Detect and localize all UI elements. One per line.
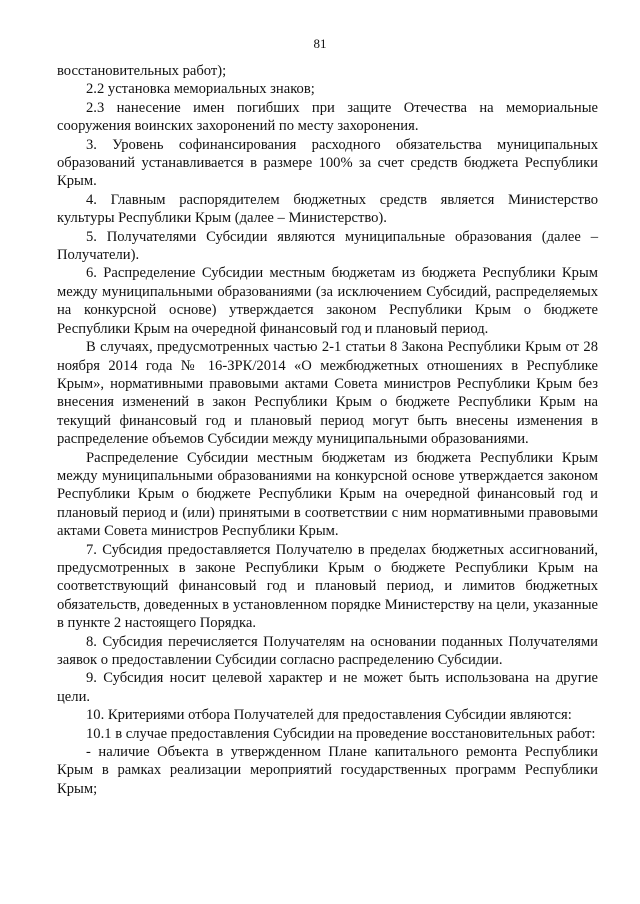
paragraph: 8. Субсидия перечисляется Получателям на основании поданных Получателями заявок о предоставлении Субсидии согласно распределению Субсидии. bbox=[57, 633, 598, 668]
paragraph: 6. Распределение Субсидии местным бюджетам из бюджета Республики Крым между муниципальными образованиями (за исключением Субсидий, распределяемых на конкурсной основе) утверждается законом Республики Крым о бюджете Республики Крым на очередной финансовый год и плановый период. bbox=[57, 265, 598, 337]
paragraph: 2.3 нанесение имен погибших при защите Отечества на мемориальные сооружения воинских захоронений по месту захоронения. bbox=[57, 99, 598, 135]
paragraph: восстановительных работ); bbox=[57, 63, 227, 79]
paragraph: 10.1 в случае предоставления Субсидии на проведение восстановительных работ: bbox=[86, 725, 596, 742]
paragraph: 9. Субсидия носит целевой характер и не может быть использована на другие цели. bbox=[57, 670, 598, 705]
paragraph: 3. Уровень софинансирования расходного обязательства муниципальных образований устанавливается в размере 100% за счет средств бюджета Республики Крым. bbox=[57, 136, 598, 190]
paragraph: 4. Главным распорядителем бюджетных средств является Министерство культуры Республики Крым (далее – Министерство). bbox=[57, 191, 598, 227]
paragraph: 2.2 установка мемориальных знаков; bbox=[86, 81, 315, 98]
paragraph: В случаях, предусмотренных частью 2-1 статьи 8 Закона Республики Крым от 28 ноября 2014 года № 16-ЗРК/2014 «О межбюджетных отношениях в Республике Крым», нормативными правовыми актами Совета министров Республики Крым без внесения изменений в закон Республики Крым о бюджете Республики Крым на текущий финансовый год и плановый период могут быть внесены изменения в распределение объемов Субсидии между муниципальными образованиями. bbox=[57, 339, 598, 448]
paragraph: 7. Субсидия предоставляется Получателю в пределах бюджетных ассигнований, предусмотренных в законе Республики Крым о бюджете Республики Крым на соответствующий финансовый год и плановый период, и лимитов бюджетных обязательств, доведенных в установленном порядке Министерству на цели, указанные в пункте 2 настоящего Порядка. bbox=[57, 541, 598, 632]
paragraph: 5. Получателями Субсидии являются муниципальные образования (далее – Получатели). bbox=[57, 228, 598, 264]
paragraph: Распределение Субсидии местным бюджетам из бюджета Республики Крым между муниципальными образованиями на конкурсной основе утверждается законом Республики Крым о бюджете Республики Крым на очередной финансовый год и плановый период и (или) принятыми в соответствии с ним нормативными правовыми актами Совета министров Республики Крым. bbox=[57, 449, 598, 540]
paragraph: 10. Критериями отбора Получателей для предоставления Субсидии являются: bbox=[86, 707, 572, 724]
document-body bbox=[57, 62, 598, 798]
page-number: 81 bbox=[313, 36, 327, 51]
paragraph: - наличие Объекта в утвержденном Плане капитального ремонта Республики Крым в рамках реализации мероприятий государственных программ Республики Крым; bbox=[57, 744, 598, 797]
